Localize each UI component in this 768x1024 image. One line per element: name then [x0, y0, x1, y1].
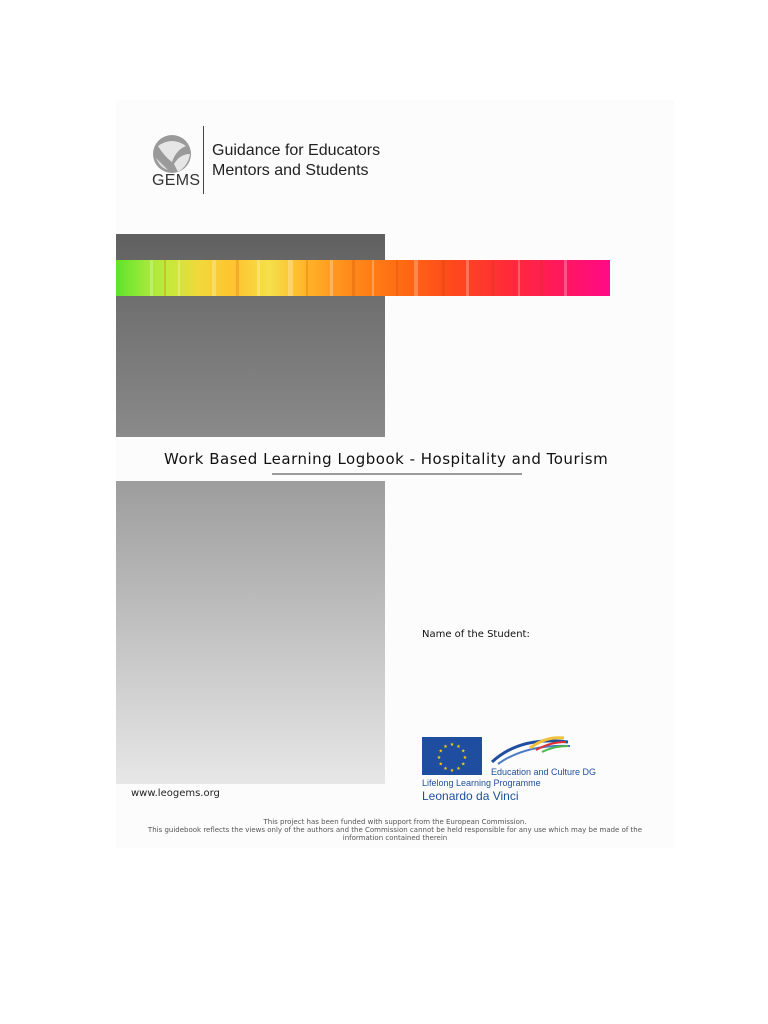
svg-text:★: ★ — [436, 755, 442, 761]
disclaimer-line-3: information contained therein — [342, 834, 448, 842]
svg-text:★: ★ — [438, 761, 444, 768]
grey-panel-bottom — [116, 481, 385, 784]
website-link[interactable]: www.leogems.org — [131, 788, 220, 799]
svg-text:★: ★ — [460, 761, 466, 768]
svg-text:★: ★ — [460, 748, 466, 755]
gems-wordmark: GEMS — [152, 172, 201, 189]
education-culture-wave-icon — [490, 734, 572, 768]
svg-text:★: ★ — [443, 743, 448, 750]
lifelong-learning-label: Lifelong Learning Programme — [422, 778, 541, 788]
student-name-label: Name of the Student: — [422, 629, 530, 640]
svg-text:★: ★ — [462, 755, 468, 761]
svg-text:★: ★ — [449, 742, 455, 748]
tagline-line-2: Mentors and Students — [212, 162, 369, 179]
title-underline — [272, 473, 522, 475]
tagline-line-1: Guidance for Educators — [212, 142, 381, 159]
logo-divider — [203, 126, 204, 194]
disclaimer-line-1: This project has been funded with support from the European Commission. — [263, 818, 527, 826]
funding-disclaimer — [116, 818, 674, 842]
education-culture-label: Education and Culture DG — [491, 767, 597, 777]
svg-text:★: ★ — [443, 766, 448, 773]
document-title: Work Based Learning Logbook - Hospitality and Tourism — [164, 450, 609, 468]
svg-text:★: ★ — [438, 748, 444, 755]
svg-text:★: ★ — [456, 766, 461, 773]
svg-text:★: ★ — [449, 768, 455, 774]
leonardo-da-vinci-label: Leonardo da Vinci — [422, 789, 519, 803]
gems-logo — [150, 124, 390, 196]
eu-flag-icon — [422, 737, 482, 775]
disclaimer-line-2: This guidebook reflects the views only of the authors and the Commission cannot be held responsible for any use which may be made of the — [147, 826, 643, 834]
color-spectrum-band — [116, 260, 610, 296]
logo-tagline — [212, 141, 380, 181]
svg-text:★: ★ — [456, 743, 461, 750]
